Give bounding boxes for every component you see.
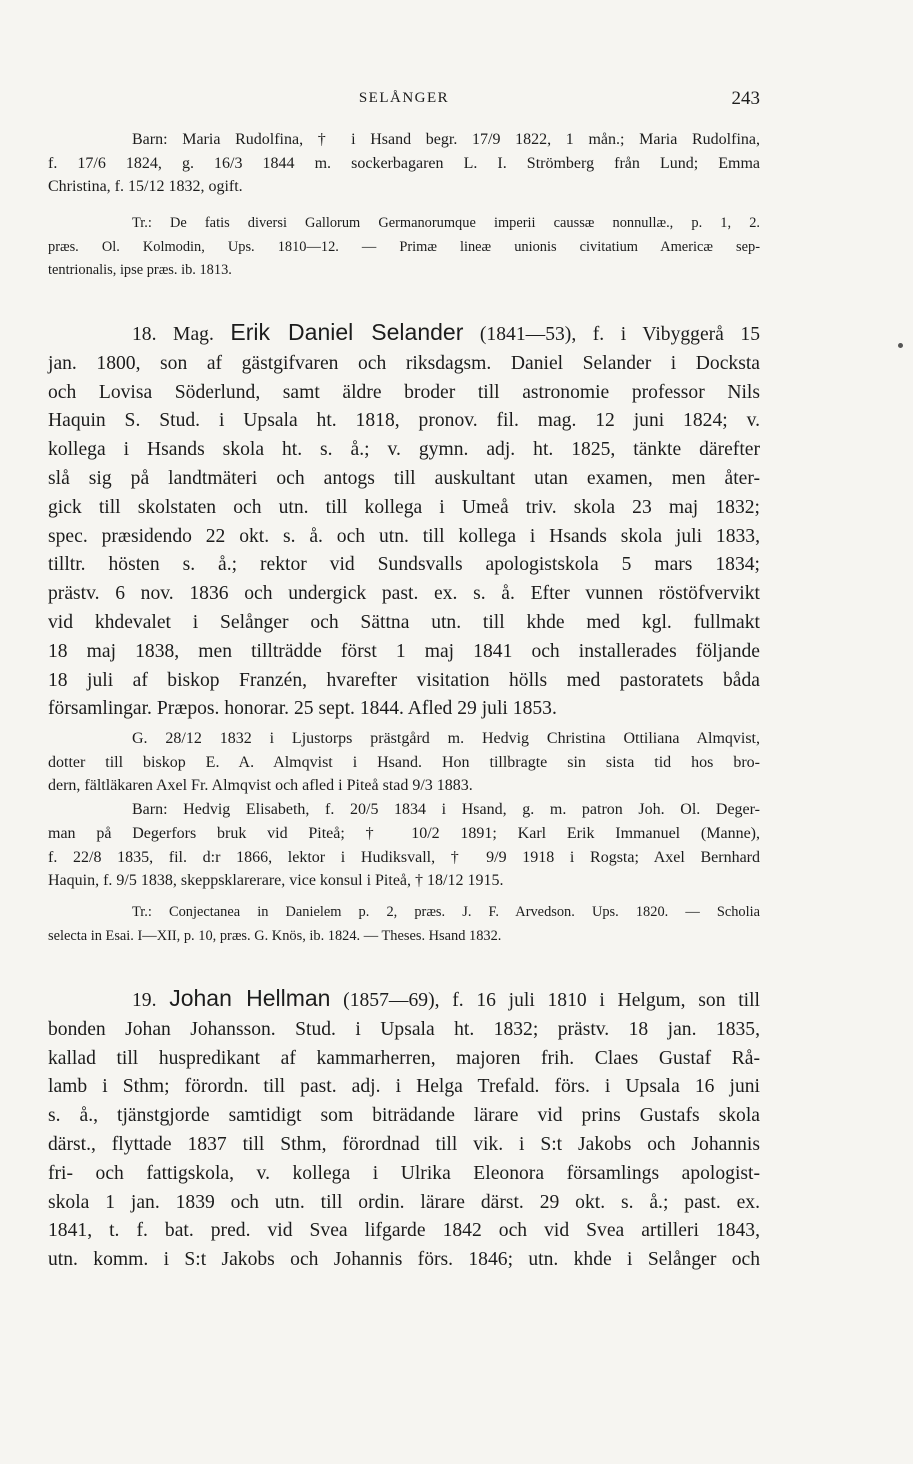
- text-line: gick till skolstaten och utn. till kollega i Umeå triv. skola 23 maj 1832;: [48, 496, 760, 518]
- text-line: Haquin, f. 9/5 1838, skeppsklarerare, vice konsul i Piteå, † 18/12 1915.: [48, 872, 504, 890]
- text-line: utn. komm. i S:t Jakobs och Johannis förs. 1846; utn. khde i Selånger och: [48, 1249, 760, 1271]
- text-line: kollega i Hsands skola ht. s. å.; v. gymn. adj. ht. 1825, tänkte därefter: [48, 439, 760, 461]
- margin-dot: [898, 343, 903, 348]
- text-line: Barn: Hedvig Elisabeth, f. 20/5 1834 i Hsand, g. m. patron Joh. Ol. Deger-: [132, 801, 760, 819]
- text-line: Tr.: De fatis diversi Gallorum Germanorumque imperii caussæ nonnullæ., p. 1, 2.: [132, 215, 760, 231]
- family-note-18: [48, 727, 760, 893]
- entry-first-line: [48, 318, 760, 350]
- text-line: prästv. 6 nov. 1836 och undergick past. ex. s. å. Efter vunnen röstöfvervikt: [48, 583, 760, 605]
- text-line: församlingar. Præpos. honorar. 25 sept. 1844. Afled 29 juli 1853.: [48, 698, 557, 720]
- text-line: selecta in Esai. I—XII, p. 10, præs. G. Knös, ib. 1824. — Theses. Hsand 1832.: [48, 927, 502, 944]
- entry-18: [48, 318, 760, 724]
- text-line: s. å., tjänstgjorde samtidigt som biträdande lärare vid prins Gustafs skola: [48, 1105, 760, 1127]
- text-line: G. 28/12 1832 i Ljustorps prästgård m. Hedvig Christina Ottiliana Almqvist,: [132, 730, 760, 747]
- writings-note-18: [48, 901, 760, 948]
- text-line: Haquin S. Stud. i Upsala ht. 1818, pronov. fil. mag. 12 juni 1824; v.: [48, 410, 760, 432]
- entry-dates: (1857—69), f. 16 juli 1810 i Helgum, son till: [343, 990, 760, 1011]
- text-line: Barn: Maria Rudolfina, † i Hsand begr. 17/9 1822, 1 mån.; Maria Rudolfina,: [132, 131, 760, 148]
- text-line: f. 17/6 1824, g. 16/3 1844 m. sockerbagaren L. I. Strömberg från Lund; Emma: [48, 154, 760, 172]
- text-line: præs. Ol. Kolmodin, Ups. 1810—12. — Primæ lineæ unionis civitatium Americæ sep-: [48, 238, 760, 255]
- text-line: tentrionalis, ipse præs. ib. 1813.: [48, 262, 232, 279]
- entry-number: 18.: [132, 324, 157, 345]
- text-line: 18 maj 1838, men tillträdde först 1 maj 1841 och installerades följande: [48, 640, 760, 662]
- text-line: och Lovisa Söderlund, samt äldre broder till astronomie professor Nils: [48, 381, 760, 403]
- text-line: dern, fältläkaren Axel Fr. Almqvist och afled i Piteå stad 9/3 1883.: [48, 777, 473, 795]
- entry-name: Johan Hellman: [169, 985, 331, 1011]
- text-line: dotter till biskop E. A. Almqvist i Hsand. Hon tillbragte sin sista tid hos bro-: [48, 753, 760, 771]
- running-head: SELÅNGER: [358, 90, 450, 106]
- text-line: kallad till huspredikant af kammarherren, majoren frih. Claes Gustaf Rå-: [48, 1047, 760, 1069]
- text-line: tilltr. hösten s. å.; rektor vid Sundsvalls apologistskola 5 mars 1834;: [48, 554, 760, 576]
- entry-dates: (1841—53), f. i Vibyggerå 15: [479, 324, 761, 345]
- text-line: Tr.: Conjectanea in Danielem p. 2, præs. J. F. Arvedson. Ups. 1820. — Scholia: [132, 904, 760, 920]
- text-line: fri- och fattigskola, v. kollega i Ulrika Eleonora församlings apologist-: [48, 1162, 760, 1184]
- page-header: [48, 88, 760, 118]
- entry-first-line: [48, 984, 760, 1016]
- text-line: 18 juli af biskop Franzén, hvarefter visitation hölls med pastoratets båda: [48, 669, 760, 691]
- text-line: f. 22/8 1835, fil. d:r 1866, lektor i Hudiksvall, † 9/9 1918 i Rogsta; Axel Bernhard: [48, 848, 760, 866]
- text-line: Christina, f. 15/12 1832, ogift.: [48, 178, 243, 196]
- text-line: spec. præsidendo 22 okt. s. å. och utn. till kollega i Hsands skola juli 1833,: [48, 525, 760, 547]
- writings-note-1: [48, 212, 760, 283]
- entry-19: [48, 984, 760, 1275]
- text-line: man på Degerfors bruk vid Piteå; † 10/2 1891; Karl Erik Immanuel (Manne),: [48, 824, 760, 842]
- text-line: lamb i Sthm; förordn. till past. adj. i Helga Trefald. förs. i Upsala 16 juni: [48, 1076, 760, 1098]
- text-line: jan. 1800, son af gästgifvaren och riksdagsm. Daniel Selander i Docksta: [48, 352, 760, 374]
- page-number: 243: [731, 88, 760, 109]
- entry-name: Erik Daniel Selander: [230, 319, 464, 345]
- text-line: bonden Johan Johansson. Stud. i Upsala ht. 1832; prästv. 18 jan. 1835,: [48, 1018, 760, 1040]
- text-line: vid khdevalet i Selånger och Sättna utn. till khde med kgl. fullmakt: [48, 611, 760, 633]
- children-note-1: [48, 128, 760, 199]
- text-line: därst., flyttade 1837 till Sthm, förordnad till vik. i S:t Jakobs och Johannis: [48, 1133, 760, 1155]
- text-line: slå sig på landtmäteri och antogs till auskultant utan examen, men åter-: [48, 467, 760, 489]
- text-line: skola 1 jan. 1839 och utn. till ordin. lärare därst. 29 okt. s. å.; past. ex.: [48, 1191, 760, 1213]
- text-line: 1841, t. f. bat. pred. vid Svea lifgarde 1842 och vid Svea artilleri 1843,: [48, 1220, 760, 1242]
- entry-number: 19.: [132, 990, 157, 1011]
- entry-title: Mag.: [173, 324, 214, 345]
